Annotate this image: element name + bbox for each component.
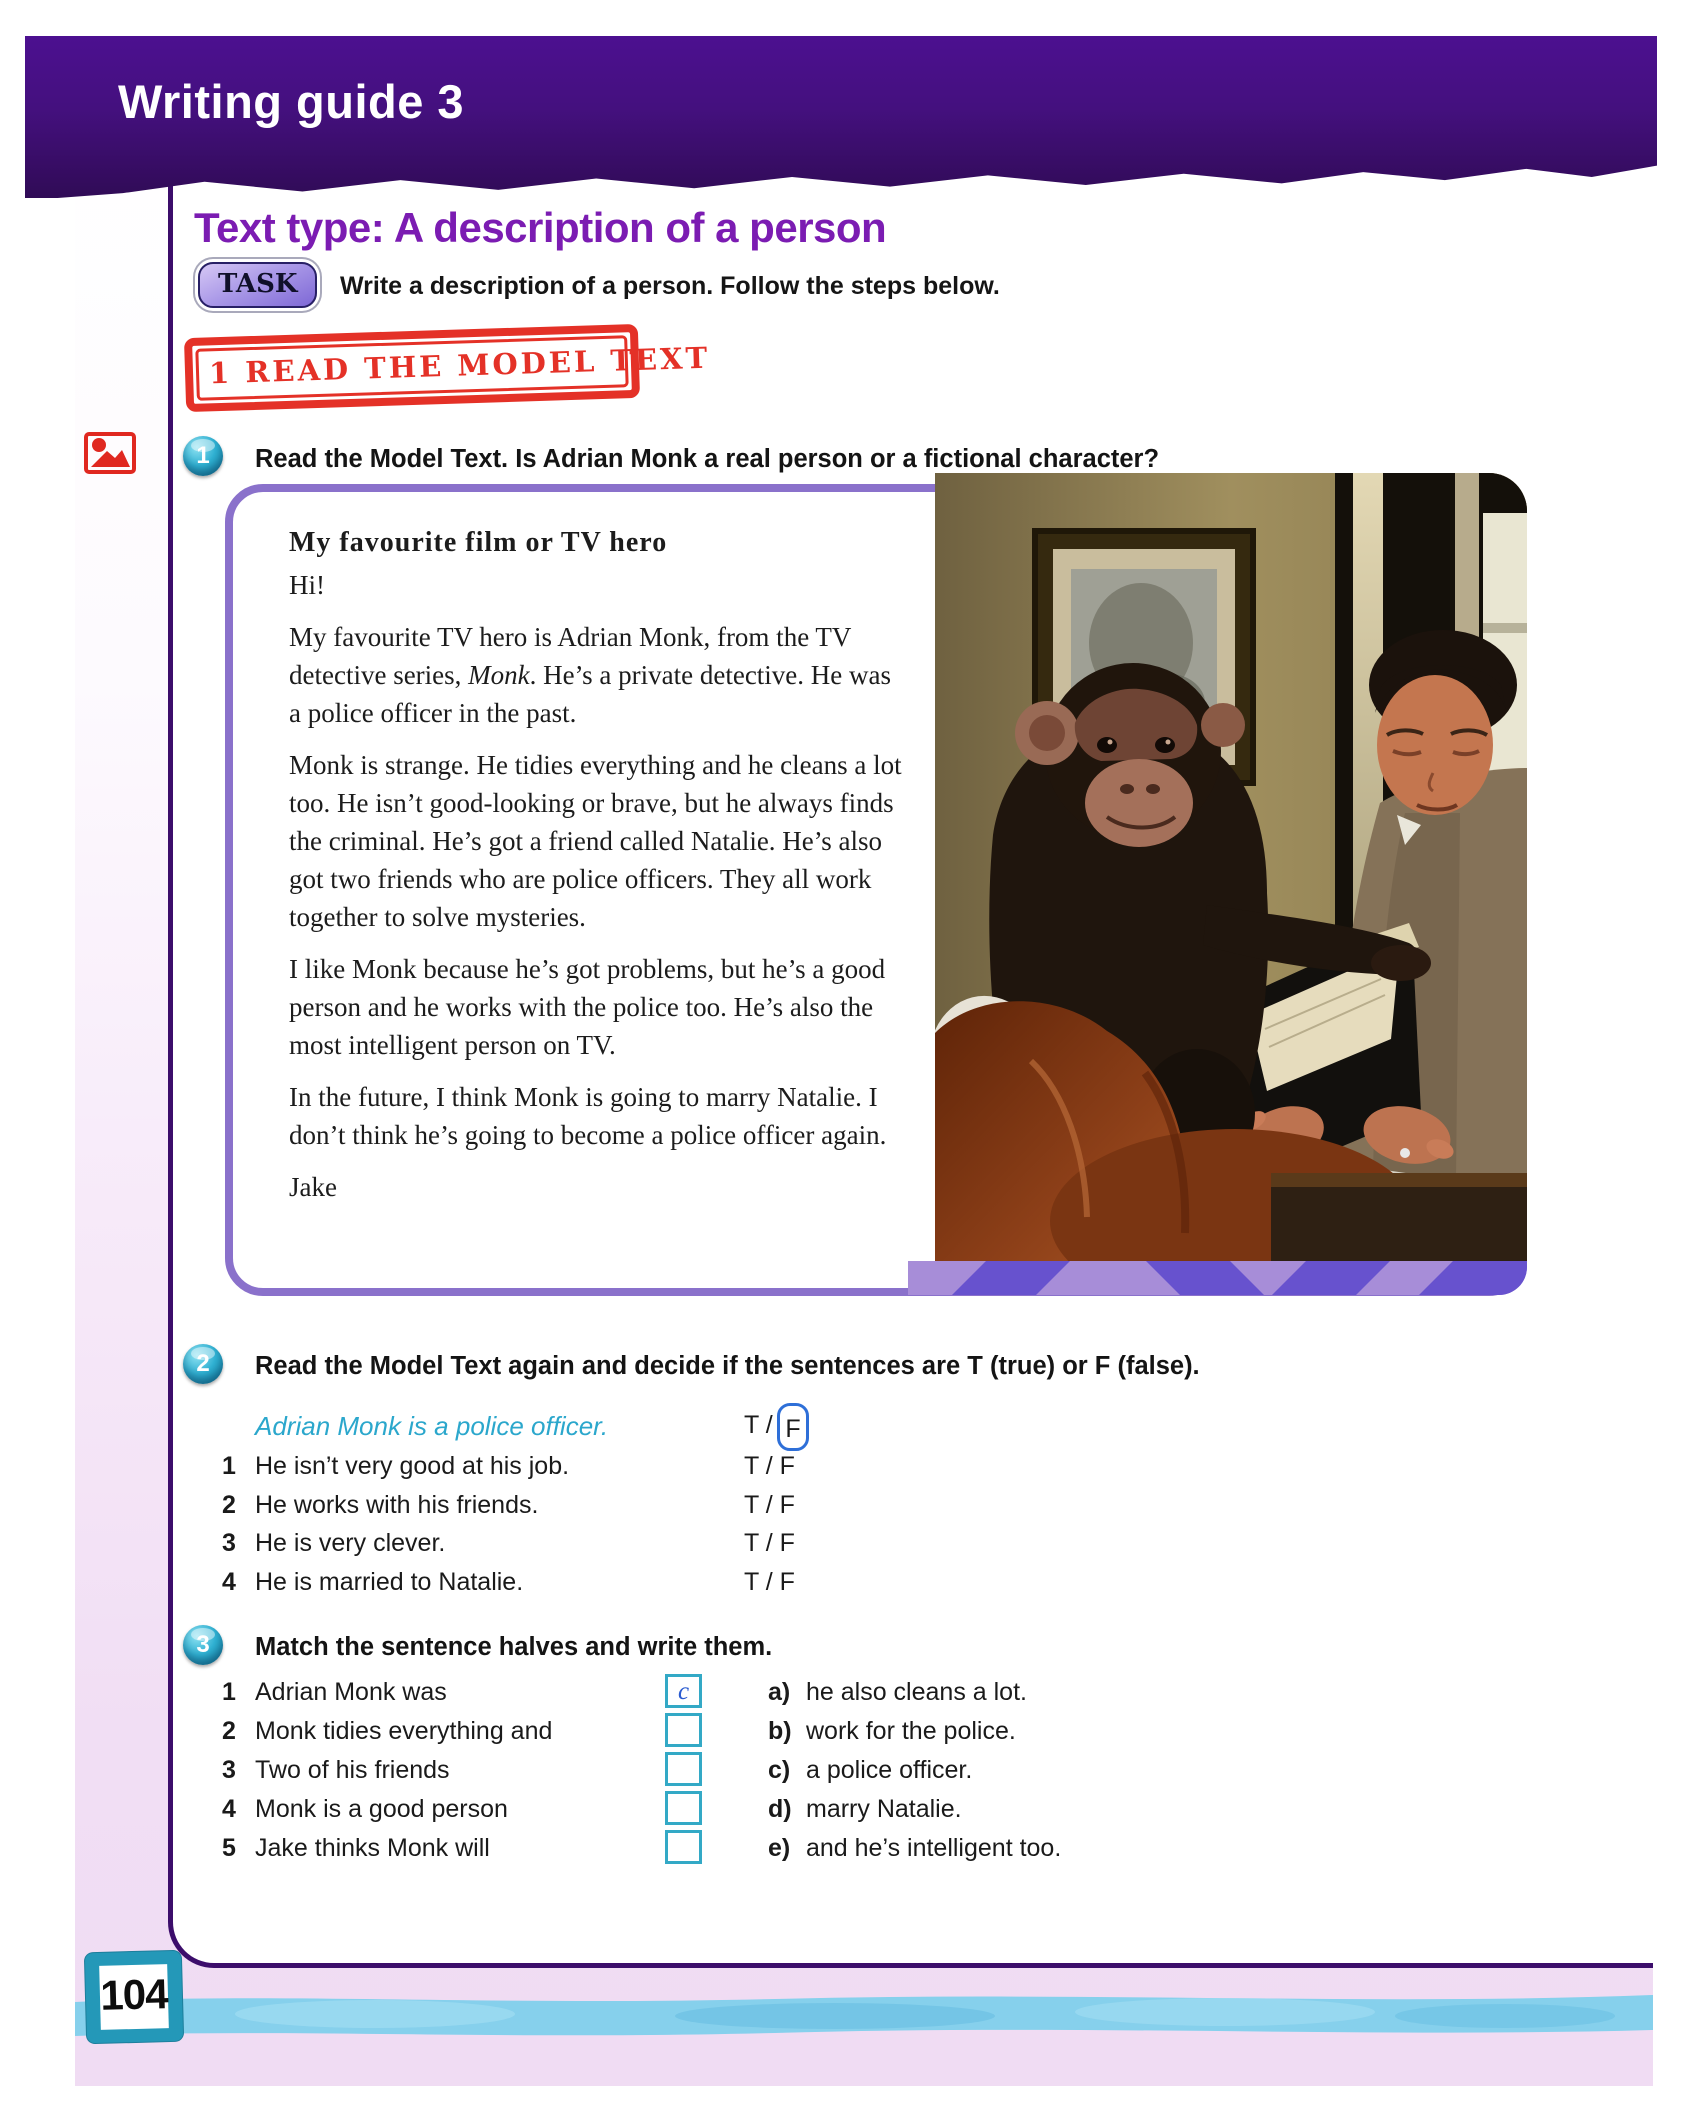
exercise1-instruction: Read the Model Text. Is Adrian Monk a real person or a fictional character? xyxy=(255,445,1160,473)
option-text: a police officer. xyxy=(806,1756,973,1784)
option-letter: c) xyxy=(768,1756,791,1784)
page-title: Text type: A description of a person xyxy=(194,204,887,251)
tf-row xyxy=(0,1529,1693,1567)
letter-paragraph-1: My favourite TV hero is Adrian Monk, from the TV detective series, Monk. He’s a private detective. He was a police officer in the past. xyxy=(289,622,892,728)
option-letter: d) xyxy=(768,1795,792,1823)
item-number: 2 xyxy=(222,1491,236,1519)
exercise2-instruction: Read the Model Text again and decide if the sentences are T (true) or F (false). xyxy=(255,1352,1200,1380)
zigzag-ribbon xyxy=(908,1261,1527,1295)
match-row xyxy=(0,1756,1693,1794)
model-text-letter xyxy=(289,524,905,1206)
tf-options[interactable]: T / F xyxy=(744,1452,795,1480)
answer-box[interactable] xyxy=(665,1752,702,1786)
item-number: 4 xyxy=(222,1568,236,1596)
page-number-badge xyxy=(85,1951,183,2043)
tf-row xyxy=(0,1568,1693,1606)
option-letter: a) xyxy=(768,1678,791,1706)
item-text: Two of his friends xyxy=(255,1756,450,1784)
answer-box[interactable] xyxy=(665,1830,702,1864)
page-number: 104 xyxy=(99,1970,169,2019)
item-text: Monk is a good person xyxy=(255,1795,508,1823)
answer-box[interactable] xyxy=(665,1713,702,1747)
match-row xyxy=(0,1678,1693,1716)
item-text: He works with his friends. xyxy=(255,1491,539,1519)
tf-example-row xyxy=(0,1411,1693,1449)
banner-title: Writing guide 3 xyxy=(118,75,465,128)
tf-options[interactable]: T / F xyxy=(744,1491,795,1519)
item-text: He isn’t very good at his job. xyxy=(255,1452,570,1480)
monk-photo xyxy=(935,473,1527,1268)
item-number: 1 xyxy=(222,1452,236,1480)
item-text: He is married to Natalie. xyxy=(255,1568,524,1596)
task-badge: TASK xyxy=(198,262,317,308)
item-number: 3 xyxy=(222,1529,236,1557)
answer-box[interactable] xyxy=(665,1791,702,1825)
match-row xyxy=(0,1717,1693,1755)
tf-options[interactable]: T / xyxy=(744,1411,773,1439)
option-text: marry Natalie. xyxy=(806,1795,962,1823)
exercise2-number-badge: 2 xyxy=(183,1344,223,1384)
match-row xyxy=(0,1795,1693,1833)
letter-greeting: Hi! xyxy=(289,570,325,600)
item-text: Monk tidies everything and xyxy=(255,1717,553,1745)
letter-heading: My favourite film or TV hero xyxy=(289,527,668,558)
tf-row xyxy=(0,1452,1693,1490)
written-answer: c xyxy=(677,1678,690,1705)
read-model-text-stamp xyxy=(184,324,711,412)
option-text: work for the police. xyxy=(806,1717,1016,1745)
item-number: 5 xyxy=(222,1834,236,1862)
tf-options[interactable]: T / F xyxy=(744,1529,795,1557)
item-number: 2 xyxy=(222,1717,236,1745)
stamp-inner-border xyxy=(195,335,711,401)
match-row xyxy=(0,1834,1693,1872)
item-number: 4 xyxy=(222,1795,236,1823)
exercise3-number-badge: 3 xyxy=(183,1625,223,1665)
letter-paragraph-3: I like Monk because he’s got problems, but he’s a good person and he works with the police too. He’s also the most intelligent person on TV. xyxy=(289,954,886,1060)
exercise1-number-badge: 1 xyxy=(183,436,223,476)
item-number: 1 xyxy=(222,1678,236,1706)
item-text: Jake thinks Monk will xyxy=(255,1834,490,1862)
option-letter: e) xyxy=(768,1834,791,1862)
letter-paragraph-2: Monk is strange. He tidies everything and he cleans a lot too. He isn’t good-looking or brave, but he always finds the criminal. He’s got a friend called Natalie. He’s also got two friends who are police officers. They all work together to solve mysteries. xyxy=(289,750,902,932)
page-number-inner xyxy=(99,1964,169,2030)
option-letter: b) xyxy=(768,1717,792,1745)
series-title-italic: Monk xyxy=(468,660,530,690)
tf-row xyxy=(0,1491,1693,1529)
example-sentence: Adrian Monk is a police officer. xyxy=(255,1411,609,1441)
task-instruction: Write a description of a person. Follow the steps below. xyxy=(340,272,1000,300)
letter-signature: Jake xyxy=(289,1172,337,1202)
tf-options[interactable]: T / F xyxy=(744,1568,795,1596)
item-text: Adrian Monk was xyxy=(255,1678,447,1706)
answer-box[interactable] xyxy=(665,1674,702,1708)
option-text: and he’s intelligent too. xyxy=(806,1834,1062,1862)
item-text: He is very clever. xyxy=(255,1529,446,1557)
exercise3-instruction: Match the sentence halves and write them. xyxy=(255,1633,773,1661)
item-number: 3 xyxy=(222,1756,236,1784)
picture-icon xyxy=(84,432,136,474)
stamp-text: 1 READ THE MODEL TEXT xyxy=(208,340,711,391)
letter-paragraph-4: In the future, I think Monk is going to marry Natalie. I don’t think he’s going to become a police officer again. xyxy=(289,1082,887,1150)
option-text: he also cleans a lot. xyxy=(806,1678,1027,1706)
example-answer-circle[interactable]: F xyxy=(777,1403,809,1451)
footer-stripe xyxy=(75,1986,1653,2044)
